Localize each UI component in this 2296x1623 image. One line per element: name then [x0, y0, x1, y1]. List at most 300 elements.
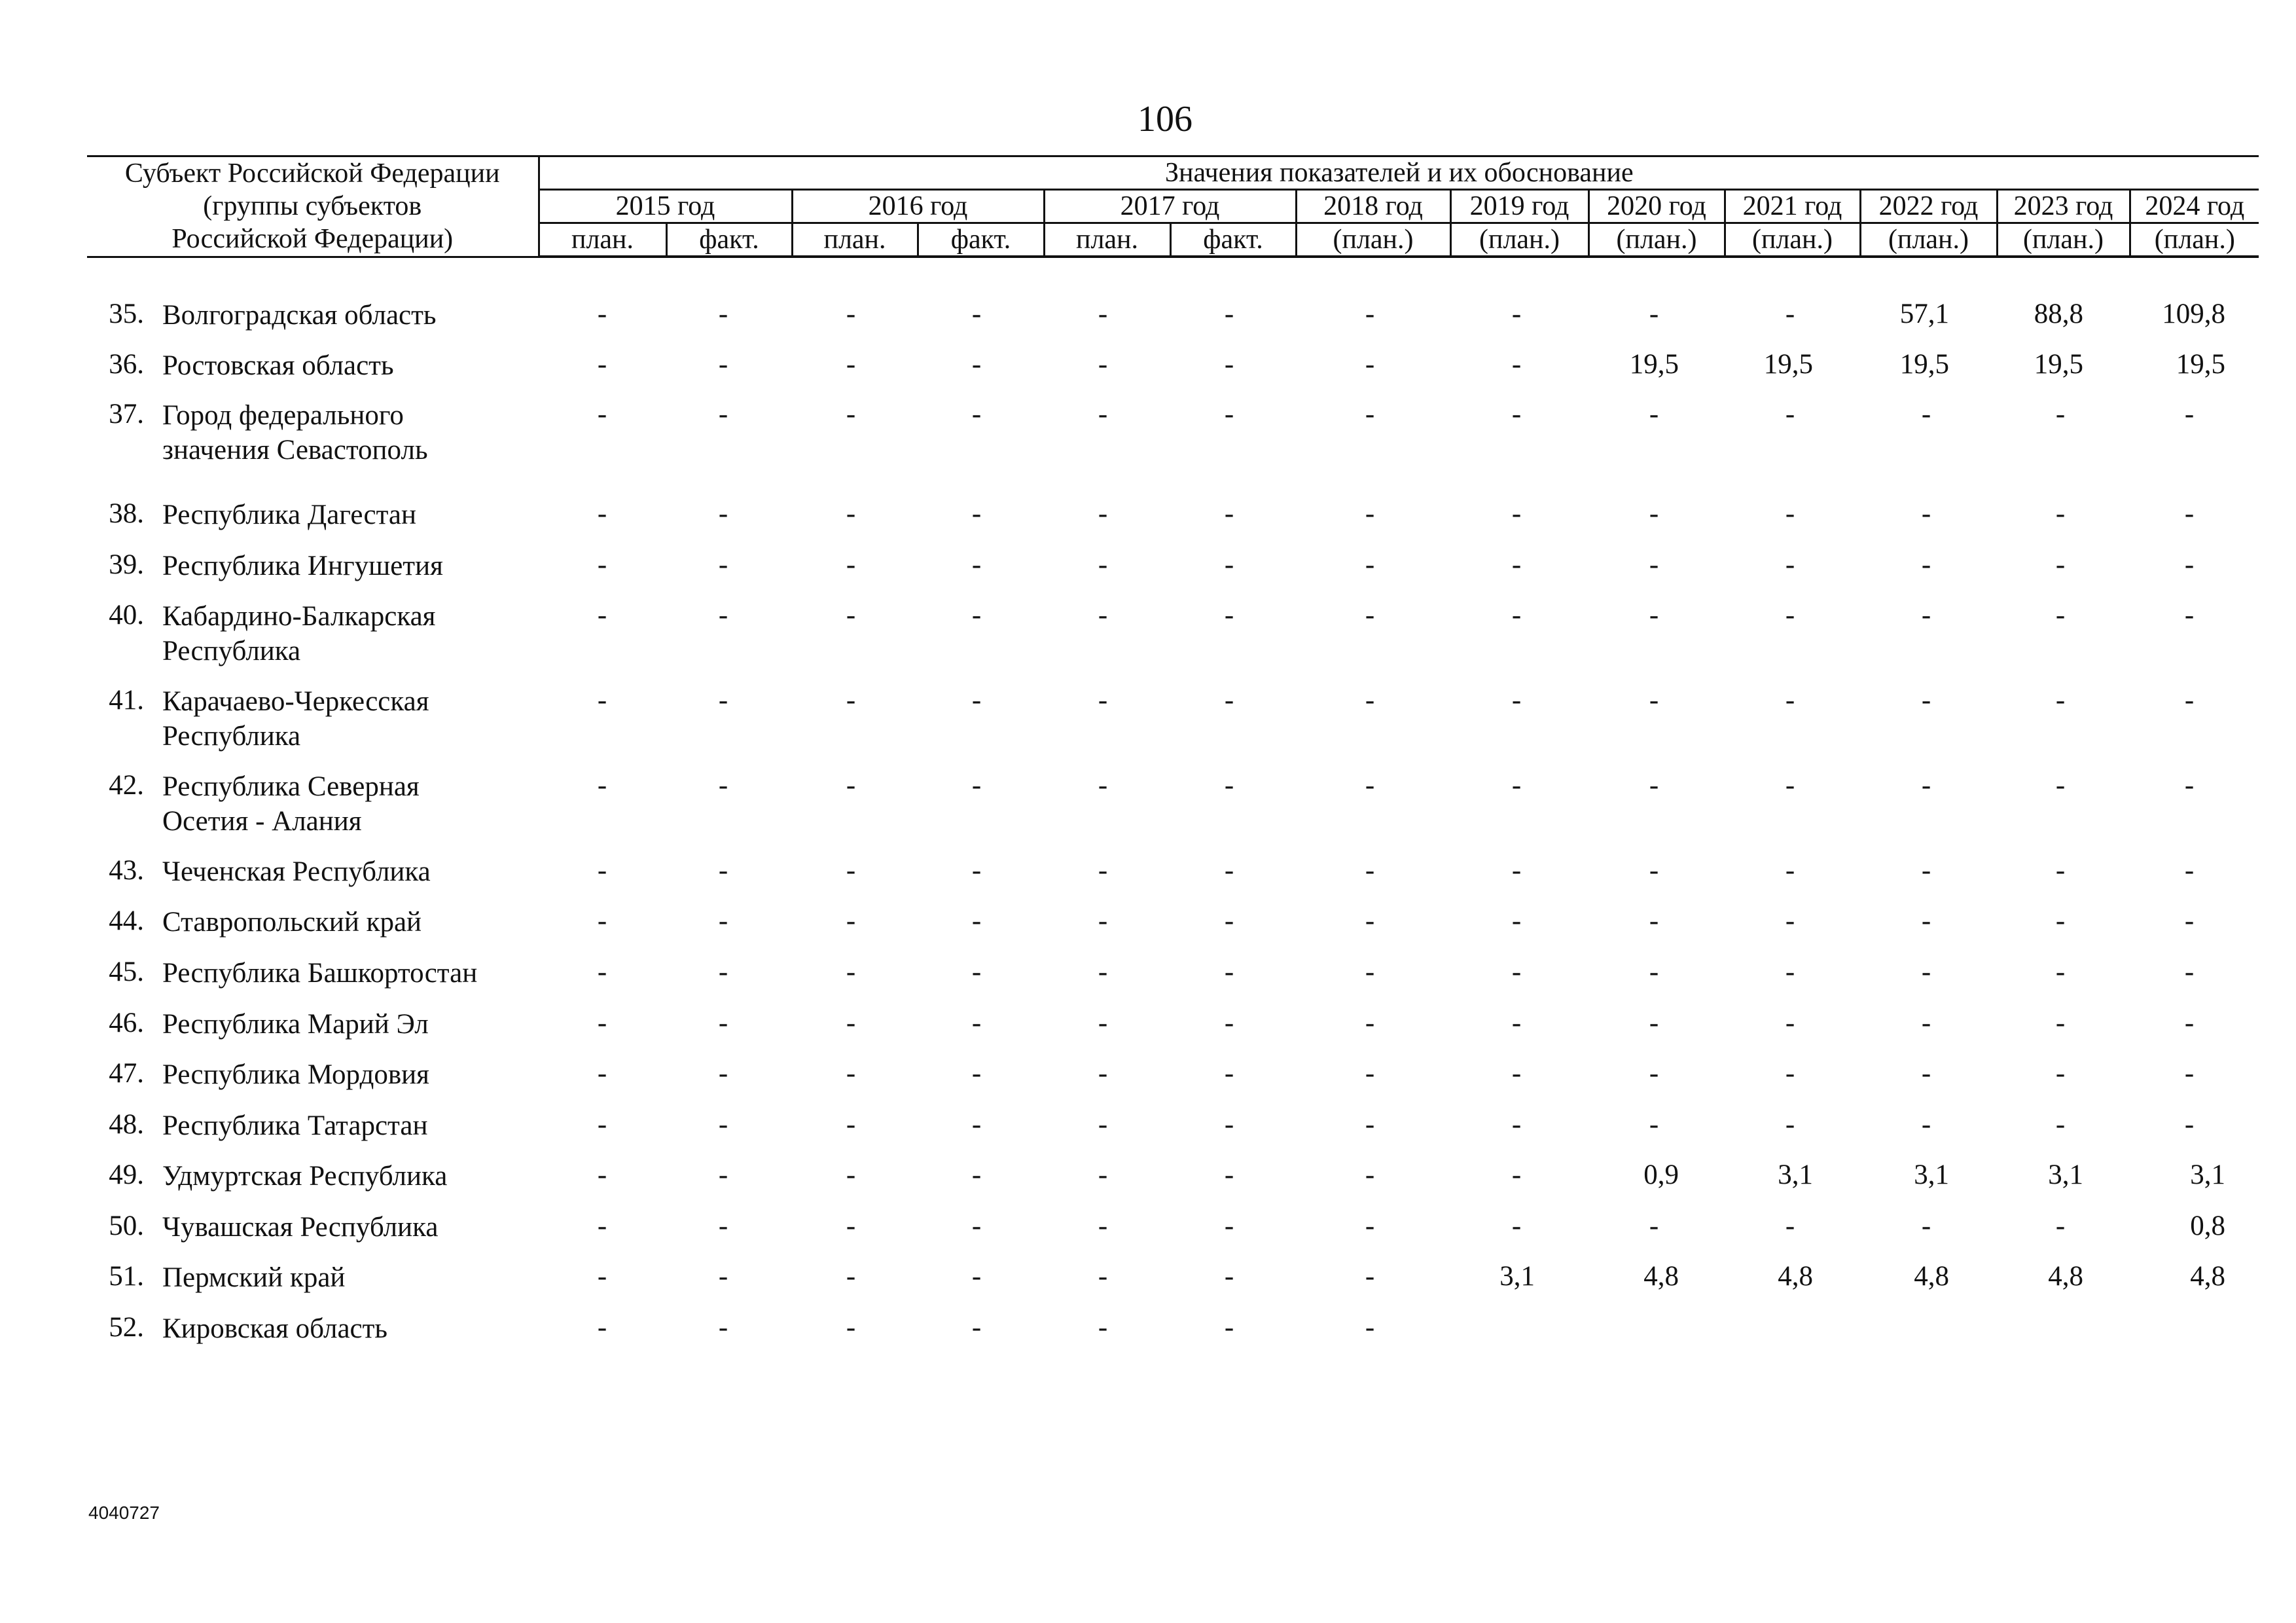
row-number: 45. [109, 957, 144, 987]
value-cell: - [1511, 349, 1522, 380]
subject-name-line: значения Севастополь [162, 435, 428, 465]
value-cell: 19,5 [1629, 349, 1679, 380]
value-cell: 0,9 [1643, 1159, 1679, 1190]
value-cell: - [597, 1312, 607, 1343]
subject-name [162, 1159, 555, 1194]
value-cell: - [846, 905, 856, 936]
value-cell: - [1511, 770, 1522, 801]
subject-name-line: Чеченская Республика [162, 856, 431, 887]
value-cell: - [1365, 1261, 1375, 1292]
value-cell: 3,1 [2190, 1159, 2225, 1190]
value-cell: - [597, 399, 607, 429]
value-cell: - [846, 957, 856, 987]
value-cell: - [1365, 498, 1375, 529]
value-cell: - [846, 1008, 856, 1038]
value-cell: - [2055, 1058, 2066, 1089]
sub-2019-plan: (план.) [1450, 223, 1588, 257]
value-cell: - [718, 399, 728, 429]
value-cell: - [597, 685, 607, 716]
value-cell: - [1098, 399, 1108, 429]
footer-code: 4040727 [88, 1503, 160, 1523]
subject-name [162, 1210, 555, 1245]
value-cell: - [971, 770, 982, 801]
sub-2020-plan: (план.) [1588, 223, 1725, 257]
row-number: 41. [109, 685, 144, 716]
value-cell: - [597, 1109, 607, 1140]
value-cell: - [1365, 1008, 1375, 1038]
subject-name-line: Чувашская Республика [162, 1212, 439, 1243]
subject-name-line: Город федерального [162, 400, 404, 431]
value-cell: - [846, 1159, 856, 1190]
value-cell: - [1649, 1109, 1659, 1140]
value-cell: - [971, 1058, 982, 1089]
value-cell: - [1511, 600, 1522, 630]
subject-name [162, 1057, 555, 1092]
value-cell: 19,5 [1899, 349, 1949, 380]
value-cell: - [1785, 600, 1795, 630]
value-cell: - [597, 349, 607, 380]
value-cell: - [597, 1211, 607, 1241]
value-cell: - [718, 498, 728, 529]
value-cell: - [971, 399, 982, 429]
value-cell: - [2055, 600, 2066, 630]
value-cell: - [971, 299, 982, 329]
value-cell: - [1649, 855, 1659, 886]
value-cell: - [718, 905, 728, 936]
subject-name-line: Республика [162, 636, 301, 666]
value-cell: - [1511, 549, 1522, 580]
value-cell: - [1365, 957, 1375, 987]
value-cell: - [971, 1312, 982, 1343]
subject-label-line-2: (группы субъектов [203, 191, 422, 222]
value-cell: - [1224, 685, 1234, 716]
value-cell: - [971, 1261, 982, 1292]
value-cell: - [846, 1312, 856, 1343]
value-cell: - [1649, 299, 1659, 329]
value-cell: - [971, 1211, 982, 1241]
sub-2017-plan: план. [1044, 223, 1170, 257]
value-cell: - [718, 855, 728, 886]
value-cell: 19,5 [2176, 349, 2225, 380]
value-cell: - [1785, 1211, 1795, 1241]
subject-name [162, 956, 555, 991]
value-cell: - [1224, 1008, 1234, 1038]
value-cell: - [1921, 498, 1931, 529]
value-cell: - [846, 770, 856, 801]
subject-name-line: Республика Татарстан [162, 1110, 428, 1141]
value-cell: - [2055, 1109, 2066, 1140]
value-cell: - [1921, 1109, 1931, 1140]
value-cell: - [1921, 957, 1931, 987]
sub-2016-fact: факт. [918, 223, 1044, 257]
value-cell: - [1785, 855, 1795, 886]
value-cell: - [971, 1109, 982, 1140]
subject-name-line: Ростовская область [162, 350, 394, 381]
value-cell: - [2055, 770, 2066, 801]
value-cell: - [2055, 399, 2066, 429]
value-cell: - [1649, 770, 1659, 801]
value-cell: - [2184, 498, 2195, 529]
subject-name [162, 398, 555, 467]
value-cell: - [971, 905, 982, 936]
value-cell: - [2184, 905, 2195, 936]
value-cell: - [1224, 498, 1234, 529]
value-cell: - [2184, 770, 2195, 801]
value-cell: - [597, 1008, 607, 1038]
values-title: Значения показателей и их обоснование [539, 156, 2259, 190]
value-cell: - [718, 1312, 728, 1343]
value-cell: - [1649, 498, 1659, 529]
value-cell: - [1921, 399, 1931, 429]
value-cell: - [1098, 549, 1108, 580]
value-cell: - [1365, 685, 1375, 716]
value-cell: - [2055, 1008, 2066, 1038]
subject-name [162, 599, 555, 668]
sub-2018-plan: (план.) [1296, 223, 1450, 257]
value-cell: - [1511, 1058, 1522, 1089]
value-cell: - [1921, 685, 1931, 716]
value-cell: - [597, 957, 607, 987]
sub-2015-plan: план. [539, 223, 666, 257]
value-cell: - [2055, 957, 2066, 987]
value-cell: - [1224, 1312, 1234, 1343]
sub-2021-plan: (план.) [1725, 223, 1860, 257]
value-cell: - [718, 349, 728, 380]
subject-name-line: Удмуртская Республика [162, 1161, 448, 1192]
value-cell: 4,8 [1778, 1261, 1813, 1292]
value-cell: - [1098, 349, 1108, 380]
value-cell: - [1098, 1159, 1108, 1190]
value-cell: - [1098, 957, 1108, 987]
value-cell: - [1649, 905, 1659, 936]
value-cell: - [2055, 549, 2066, 580]
value-cell: - [1365, 1211, 1375, 1241]
value-cell: - [1224, 1109, 1234, 1140]
value-cell: - [1224, 1261, 1234, 1292]
value-cell: - [718, 1109, 728, 1140]
subject-name [162, 905, 555, 939]
value-cell: - [1511, 498, 1522, 529]
subject-name-line: Осетия - Алания [162, 806, 362, 837]
year-2021: 2021 год [1725, 190, 1860, 223]
value-cell: - [1649, 549, 1659, 580]
row-number: 49. [109, 1159, 144, 1190]
value-cell: - [1098, 685, 1108, 716]
subject-name [162, 1311, 555, 1346]
value-cell: 4,8 [2190, 1261, 2225, 1292]
value-cell: - [1649, 1211, 1659, 1241]
value-cell: - [1365, 770, 1375, 801]
value-cell: - [1921, 1058, 1931, 1089]
value-cell: - [718, 299, 728, 329]
value-cell: - [1224, 1211, 1234, 1241]
value-cell: - [1365, 1159, 1375, 1190]
value-cell: - [718, 549, 728, 580]
value-cell: - [1098, 600, 1108, 630]
sub-2022-plan: (план.) [1860, 223, 1997, 257]
value-cell: 4,8 [1914, 1261, 1949, 1292]
value-cell: - [1365, 549, 1375, 580]
subject-label-line-3: Российской Федерации) [171, 224, 454, 255]
subject-name-line: Республика Ингушетия [162, 551, 443, 581]
value-cell: - [597, 498, 607, 529]
value-cell: - [1921, 1211, 1931, 1241]
value-cell: - [1921, 905, 1931, 936]
value-cell: - [1224, 905, 1234, 936]
value-cell: - [2184, 855, 2195, 886]
subject-name-line: Республика [162, 721, 301, 752]
value-cell: - [1224, 770, 1234, 801]
table-row [0, 684, 2296, 756]
value-cell: - [1649, 957, 1659, 987]
year-2023: 2023 год [1997, 190, 2130, 223]
value-cell: - [971, 498, 982, 529]
value-cell: 0,8 [2190, 1211, 2225, 1241]
value-cell: - [971, 957, 982, 987]
value-cell: - [718, 1008, 728, 1038]
value-cell: - [1365, 1312, 1375, 1343]
value-cell: - [1649, 399, 1659, 429]
subject-name [162, 1007, 555, 1042]
value-cell: - [1365, 1109, 1375, 1140]
row-number: 36. [109, 349, 144, 380]
value-cell: - [846, 1058, 856, 1089]
subject-name-line: Ставропольский край [162, 907, 422, 938]
subject-name-line: Республика Мордовия [162, 1059, 429, 1090]
subject-name-line: Карачаево-Черкесская [162, 686, 429, 717]
value-cell: - [1921, 600, 1931, 630]
value-cell: 88,8 [2034, 299, 2083, 329]
row-number: 46. [109, 1008, 144, 1038]
table-row [0, 769, 2296, 841]
row-number: 44. [109, 905, 144, 936]
value-cell: - [2184, 399, 2195, 429]
subject-name [162, 1260, 555, 1295]
value-cell: - [718, 770, 728, 801]
value-cell: - [971, 685, 982, 716]
value-cell: - [597, 770, 607, 801]
subject-name-line: Республика Марий Эл [162, 1009, 429, 1040]
value-cell: - [2055, 685, 2066, 716]
row-number: 40. [109, 600, 144, 630]
value-cell: - [846, 600, 856, 630]
value-cell: - [1224, 1058, 1234, 1089]
value-cell: - [971, 1008, 982, 1038]
subject-name-line: Волгоградская область [162, 300, 437, 331]
value-cell: - [1224, 349, 1234, 380]
value-cell: - [1785, 957, 1795, 987]
value-cell: 4,8 [1643, 1261, 1679, 1292]
value-cell: - [597, 1058, 607, 1089]
value-cell: - [1511, 957, 1522, 987]
value-cell: - [1511, 1159, 1522, 1190]
row-number: 50. [109, 1211, 144, 1241]
value-cell: - [597, 855, 607, 886]
value-cell: - [597, 1159, 607, 1190]
value-cell: - [1785, 685, 1795, 716]
value-cell: - [1098, 498, 1108, 529]
value-cell: - [1098, 1058, 1108, 1089]
table-row [0, 1311, 2296, 1383]
value-cell: - [597, 549, 607, 580]
value-cell: - [971, 349, 982, 380]
value-cell: - [2184, 600, 2195, 630]
value-cell: 19,5 [2034, 349, 2083, 380]
row-number: 51. [109, 1261, 144, 1292]
sub-2017-fact: факт. [1170, 223, 1296, 257]
value-cell: - [1785, 1109, 1795, 1140]
row-number: 47. [109, 1058, 144, 1089]
value-cell: - [846, 1211, 856, 1241]
value-cell: - [1785, 299, 1795, 329]
value-cell: - [718, 1058, 728, 1089]
value-cell: - [1785, 498, 1795, 529]
table-row [0, 398, 2296, 470]
value-cell: - [597, 1261, 607, 1292]
value-cell: - [1365, 299, 1375, 329]
value-cell: - [846, 549, 856, 580]
year-2024: 2024 год [2130, 190, 2259, 223]
value-cell: 3,1 [1914, 1159, 1949, 1190]
value-cell: - [1098, 905, 1108, 936]
row-number: 48. [109, 1109, 144, 1140]
value-cell: - [1785, 1008, 1795, 1038]
value-cell: 4,8 [2048, 1261, 2083, 1292]
value-cell: - [1785, 399, 1795, 429]
table-header [87, 155, 2259, 258]
subject-name [162, 1108, 555, 1143]
value-cell: - [2184, 1109, 2195, 1140]
value-cell: - [1511, 905, 1522, 936]
value-cell: - [1224, 600, 1234, 630]
value-cell: - [1224, 299, 1234, 329]
value-cell: - [718, 957, 728, 987]
value-cell: - [846, 399, 856, 429]
value-cell: - [1649, 600, 1659, 630]
subject-name [162, 348, 555, 383]
year-2017: 2017 год [1044, 190, 1296, 223]
value-cell: - [1098, 1312, 1108, 1343]
value-cell: - [971, 1159, 982, 1190]
value-cell: - [1649, 1058, 1659, 1089]
value-cell: - [1511, 855, 1522, 886]
value-cell: - [1785, 549, 1795, 580]
value-cell: - [1785, 1058, 1795, 1089]
value-cell: - [2184, 1058, 2195, 1089]
value-cell: - [846, 349, 856, 380]
value-cell: - [1785, 905, 1795, 936]
value-cell: - [1365, 349, 1375, 380]
value-cell: - [1511, 1211, 1522, 1241]
subject-name [162, 854, 555, 889]
value-cell: - [1511, 685, 1522, 716]
value-cell: - [2184, 957, 2195, 987]
value-cell: - [1785, 770, 1795, 801]
subject-name [162, 769, 555, 839]
value-cell: - [846, 1261, 856, 1292]
value-cell: - [597, 905, 607, 936]
subject-name-line: Республика Башкортостан [162, 958, 478, 989]
value-cell: - [1921, 770, 1931, 801]
subject-name [162, 549, 555, 583]
value-cell: - [2055, 855, 2066, 886]
value-cell: - [971, 855, 982, 886]
subject-name-line: Кировская область [162, 1313, 388, 1344]
value-cell: - [1098, 1261, 1108, 1292]
sub-2016-plan: план. [792, 223, 918, 257]
row-number: 37. [109, 399, 144, 429]
value-cell: - [718, 1211, 728, 1241]
row-number: 42. [109, 770, 144, 801]
value-cell: - [1921, 855, 1931, 886]
value-cell: - [2055, 498, 2066, 529]
value-cell: - [1098, 770, 1108, 801]
value-cell: 19,5 [1763, 349, 1813, 380]
value-cell: - [846, 685, 856, 716]
value-cell: - [1649, 1008, 1659, 1038]
page-number: 106 [1138, 99, 1193, 139]
value-cell: 3,1 [1778, 1159, 1813, 1190]
value-cell: - [971, 549, 982, 580]
row-number: 35. [109, 299, 144, 329]
value-cell: - [2055, 1211, 2066, 1241]
year-2019: 2019 год [1450, 190, 1588, 223]
subject-name [162, 684, 555, 754]
value-cell: - [1224, 399, 1234, 429]
row-number: 52. [109, 1312, 144, 1343]
value-cell: - [1511, 1109, 1522, 1140]
value-cell: - [1224, 1159, 1234, 1190]
year-2022: 2022 год [1860, 190, 1997, 223]
value-cell: - [1098, 1008, 1108, 1038]
value-cell: - [597, 299, 607, 329]
table-row [0, 599, 2296, 671]
row-number: 43. [109, 855, 144, 886]
value-cell: - [718, 1159, 728, 1190]
value-cell: - [1365, 600, 1375, 630]
value-cell: 3,1 [2048, 1159, 2083, 1190]
subject-column-header [87, 156, 539, 257]
value-cell: - [1098, 1109, 1108, 1140]
row-number: 38. [109, 498, 144, 529]
sub-2023-plan: (план.) [1997, 223, 2130, 257]
value-cell: - [1224, 549, 1234, 580]
value-cell: - [718, 600, 728, 630]
year-2015: 2015 год [539, 190, 792, 223]
subject-name-line: Кабардино-Балкарская [162, 601, 436, 632]
value-cell: - [1365, 1058, 1375, 1089]
value-cell: - [1649, 685, 1659, 716]
value-cell: - [846, 299, 856, 329]
value-cell: - [1511, 299, 1522, 329]
value-cell: - [1511, 1008, 1522, 1038]
year-2020: 2020 год [1588, 190, 1725, 223]
value-cell: - [597, 600, 607, 630]
value-cell: - [718, 1261, 728, 1292]
value-cell: - [2184, 549, 2195, 580]
subject-name [162, 498, 555, 532]
value-cell: - [1365, 855, 1375, 886]
year-2018: 2018 год [1296, 190, 1450, 223]
subject-name [162, 298, 555, 333]
value-cell: - [2055, 905, 2066, 936]
row-number: 39. [109, 549, 144, 580]
value-cell: - [718, 685, 728, 716]
value-cell: 3,1 [1499, 1261, 1535, 1292]
value-cell: - [1098, 1211, 1108, 1241]
value-cell: - [846, 498, 856, 529]
value-cell: - [1098, 299, 1108, 329]
